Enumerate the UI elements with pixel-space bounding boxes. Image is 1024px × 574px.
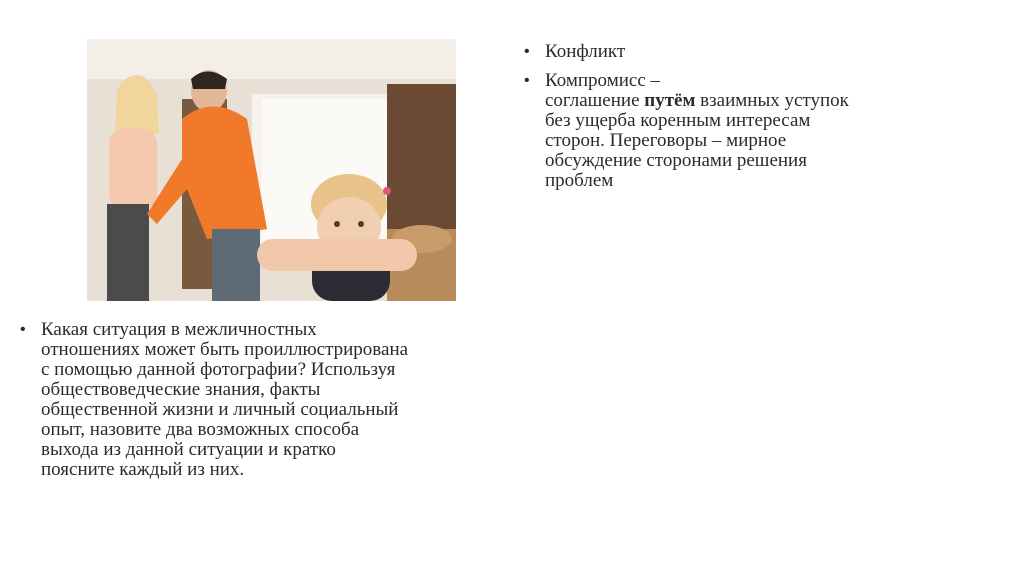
bullet-dot: • (524, 72, 530, 89)
compromise-line-6: проблем (545, 170, 614, 191)
compromise-line-5: обсуждение сторонами решения (545, 150, 807, 171)
compromise-line-2-post: взаимных уступок (695, 90, 849, 111)
question-line-5: общественной жизни и личный социальный (41, 399, 399, 420)
question-line-2: отношениях может быть проиллюстрирована (41, 339, 409, 360)
question-bullet-list (20, 320, 500, 489)
question-line-3: с помощью данной фотографии? Используя (41, 359, 396, 380)
family-conflict-photo (87, 39, 456, 301)
conflict-text: Конфликт (545, 41, 626, 62)
question-line-7: выхода из данной ситуации и кратко (41, 439, 336, 460)
question-line-4: обществоведческие знания, факты (41, 379, 321, 400)
compromise-line-2-pre: соглашение (545, 90, 645, 111)
bullet-conflict (524, 42, 934, 62)
compromise-line-2 (545, 91, 934, 111)
right-bullet-list (524, 42, 934, 200)
question-line-6: опыт, назовите два возможных способа (41, 419, 360, 440)
question-line-1: Какая ситуация в межличностных (41, 319, 317, 340)
question-line-8: поясните каждый из них. (41, 459, 245, 480)
bullet-compromise (524, 71, 934, 191)
compromise-line-4: сторон. Переговоры – мирное (545, 130, 787, 151)
bullet-question (20, 320, 500, 480)
compromise-bold-word: путём (644, 90, 696, 111)
bullet-dot: • (524, 43, 530, 60)
bullet-dot: • (20, 321, 26, 338)
compromise-line-1: Компромисс – (545, 70, 661, 91)
compromise-line-3: без ущерба коренным интересам (545, 110, 811, 131)
